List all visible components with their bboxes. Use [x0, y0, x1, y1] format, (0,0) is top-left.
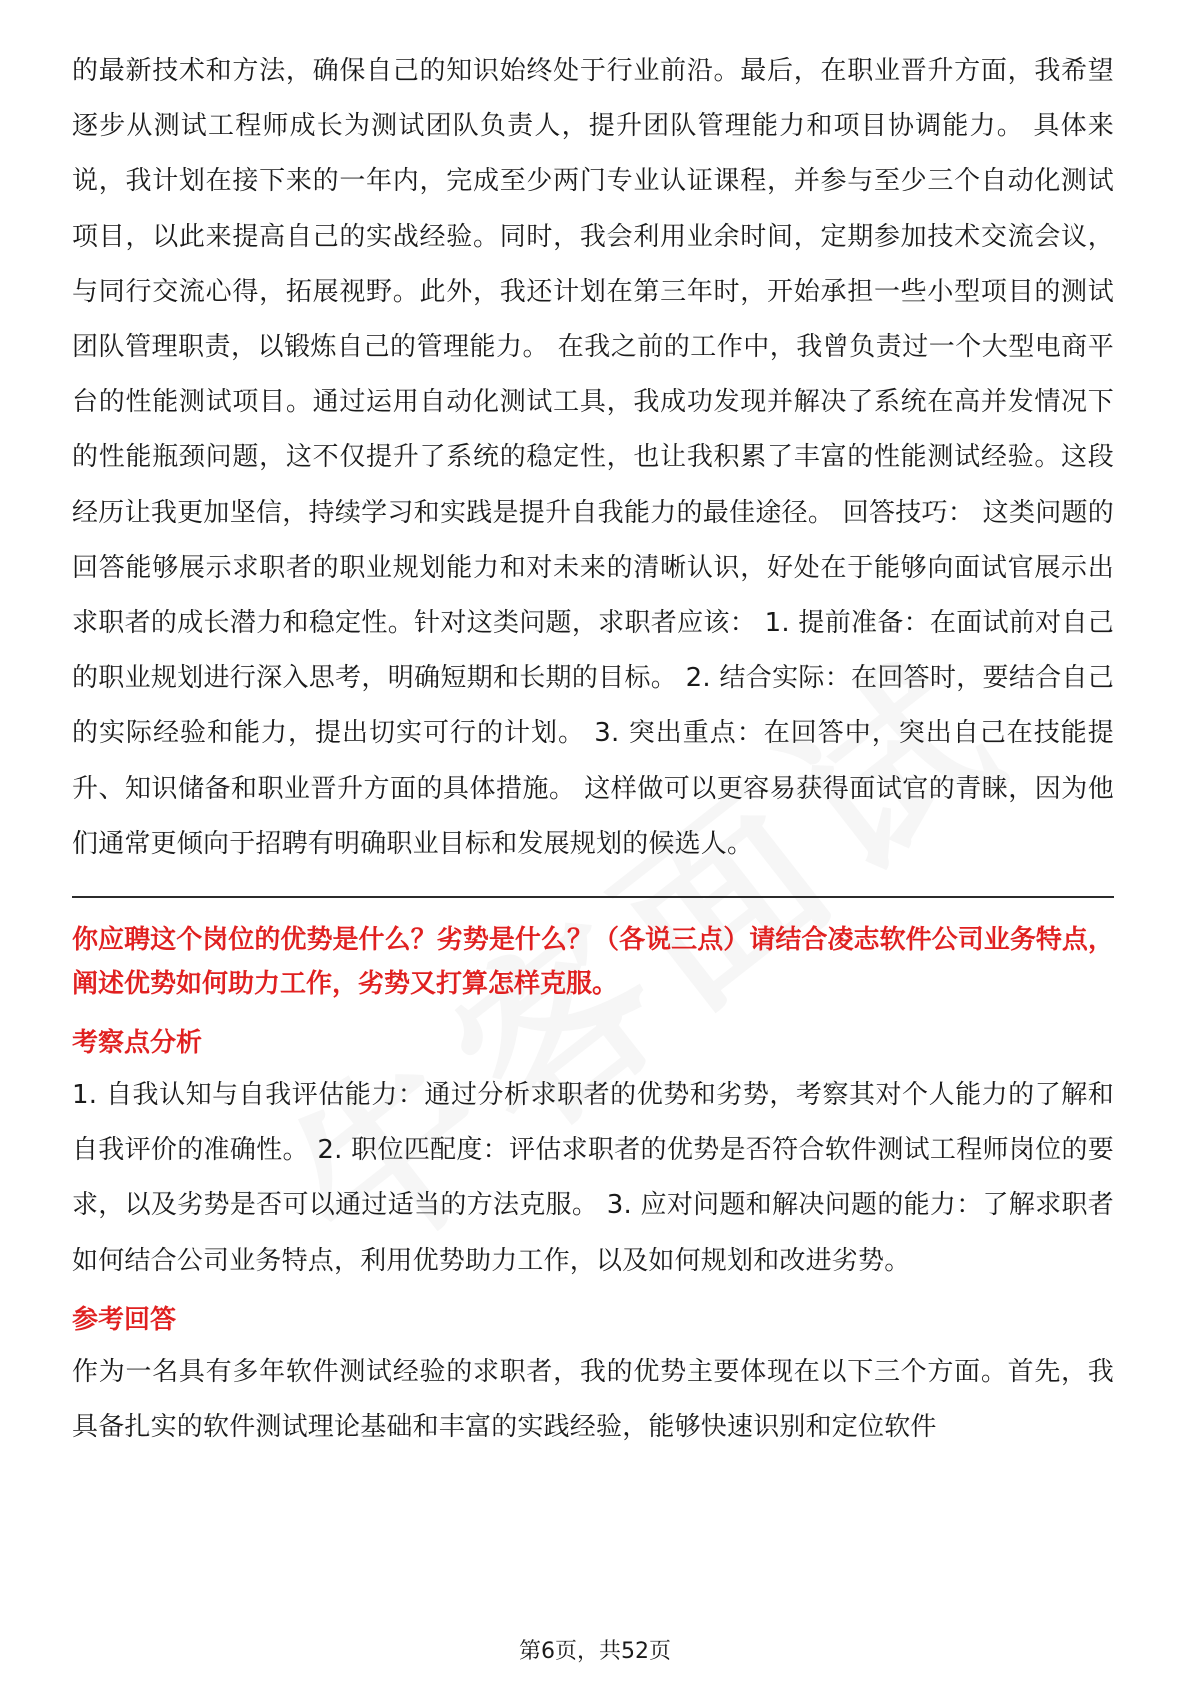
page-content: [72, 44, 1114, 1455]
page-number: 第6页，共52页: [519, 1639, 671, 1664]
analysis-text: 1. 自我认知与自我评估能力：通过分析求职者的优势和劣势，考察其对个人能力的了解和自我评价的准确性。 2. 职位匹配度：评估求职者的优势是否符合软件测试工程师岗位的要求，以及劣势是否可以通过适当的方法克服。 3. 应对问题和解决问题的能力：了解求职者如何结合公司业务特点，利用优势助力工作，以及如何规划和改进劣势。: [72, 1080, 1114, 1276]
answer-heading: 参考回答: [72, 1304, 177, 1335]
analysis-heading: 考察点分析: [72, 1028, 203, 1059]
continuation-paragraph: 的最新技术和方法，确保自己的知识始终处于行业前沿。最后，在职业晋升方面，我希望逐步从测试工程师成长为测试团队负责人，提升团队管理能力和项目协调能力。 具体来说，我计划在接下来的一年内，完成至少两门专业认证课程，并参与至少三个自动化测试项目，以此来提高自己的实战经验。同时，我会利用业余时间，定期参加技术交流会议，与同行交流心得，拓展视野。此外，我还计划在第三年时，开始承担一些小型项目的测试团队管理职责，以锻炼自己的管理能力。 在我之前的工作中，我曾负责过一个大型电商平台的性能测试项目。通过运用自动化测试工具，我成功发现并解决了系统在高并发情况下的性能瓶颈问题，这不仅提升了系统的稳定性，也让我积累了丰富的性能测试经验。这段经历让我更加坚信，持续学习和实践是提升自我能力的最佳途径。 回答技巧： 这类问题的回答能够展示求职者的职业规划能力和对未来的清晰认识，好处在于能够向面试官展示出求职者的成长潜力和稳定性。针对这类问题，求职者应该： 1. 提前准备：在面试前对自己的职业规划进行深入思考，明确短期和长期的目标。 2. 结合实际：在回答时，要结合自己的实际经验和能力，提出切实可行的计划。 3. 突出重点：在回答中，突出自己在技能提升、知识储备和职业晋升方面的具体措施。 这样做可以更容易获得面试官的青睐，因为他们通常更倾向于招聘有明确职业目标和发展规划的候选人。: [72, 56, 1115, 859]
section-divider: [72, 896, 1114, 898]
interview-question: 你应聘这个岗位的优势是什么？劣势是什么？（各说三点）请结合凌志软件公司业务特点，阐述优势如何助力工作，劣势又打算怎样克服。: [72, 925, 1114, 1000]
answer-text: 作为一名具有多年软件测试经验的求职者，我的优势主要体现在以下三个方面。首先，我具备扎实的软件测试理论基础和丰富的实践经验，能够快速识别和定位软件: [72, 1356, 1114, 1443]
